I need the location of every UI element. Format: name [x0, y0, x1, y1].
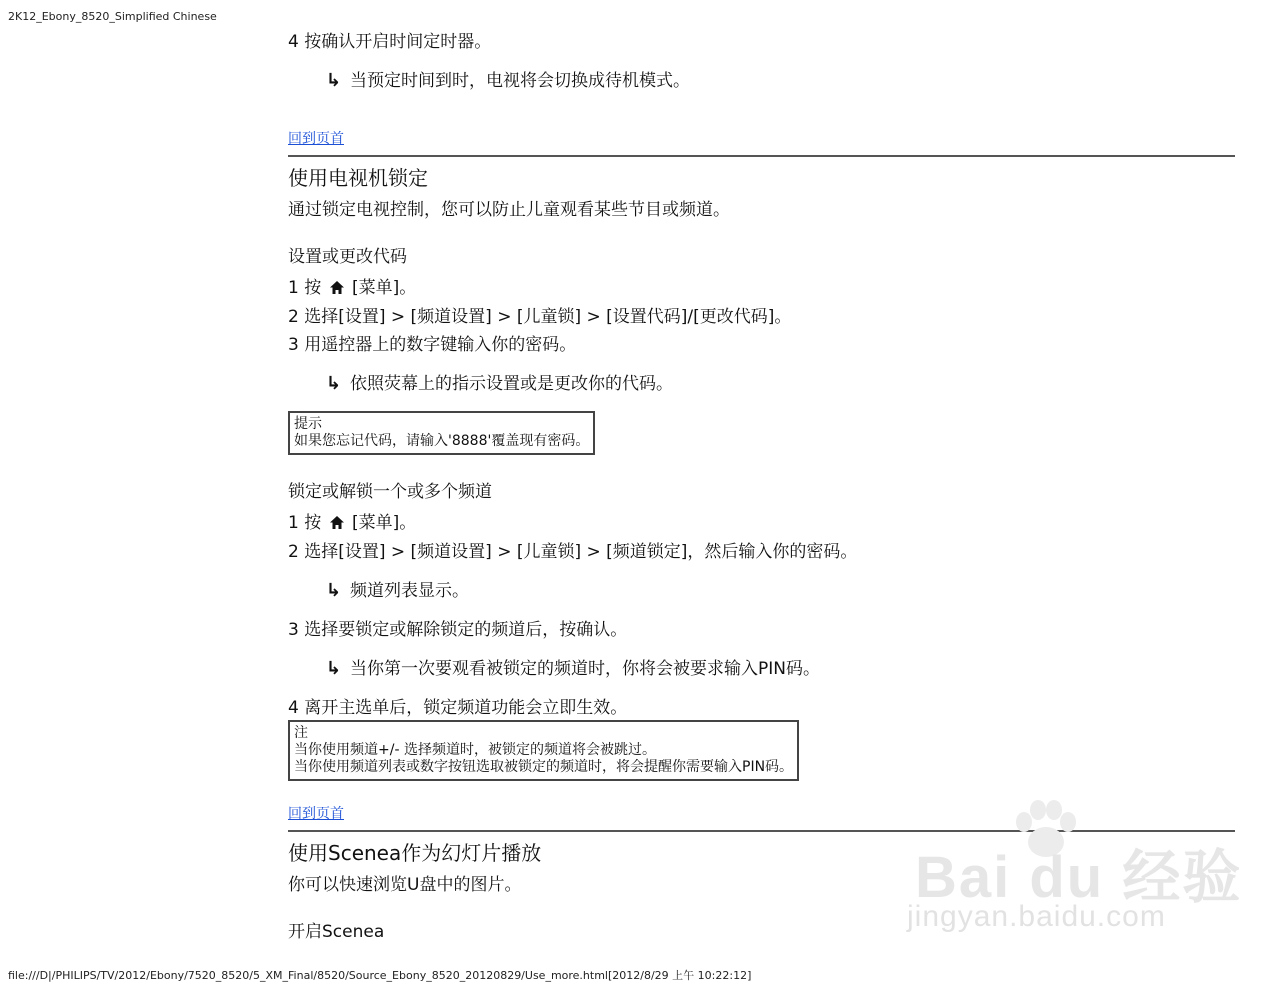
step-result [326, 580, 469, 602]
section-title: 使用Scenea作为幻灯片播放 [288, 841, 542, 865]
document-footer-path: file:///D|/PHILIPS/TV/2012/Ebony/7520_8520/5_XM_Final/8520/Source_Ebony_8520_20120829/Use_more.html[2012/8/29 上午 10:22:12] [8, 969, 752, 982]
subsection-heading: 开启Scenea [288, 922, 385, 942]
back-to-top-link[interactable]: 回到页首 [288, 131, 344, 147]
step-3: 3 选择要锁定或解除锁定的频道后，按确认。 [288, 620, 628, 640]
step-result [326, 373, 673, 395]
back-to-top-link[interactable]: 回到页首 [288, 806, 344, 822]
arrow-return-icon: ↳ [326, 70, 342, 91]
note-title: 注 [294, 725, 308, 741]
watermark-brand: Bai du 经验 [915, 845, 1243, 910]
step-4-timer: 4 按确认开启时间定时器。 [288, 32, 492, 52]
step-1 [288, 512, 416, 534]
result-text: 频道列表显示。 [350, 581, 469, 601]
result-text: 当你第一次要观看被锁定的频道时，你将会被要求输入PIN码。 [350, 659, 820, 679]
note-line: 当你使用频道列表或数字按钮选取被锁定的频道时，将会提醒你需要输入PIN码。 [294, 759, 794, 775]
baidu-watermark-logo [905, 800, 1243, 950]
step-2: 2 选择[设置] > [频道设置] > [儿童锁] > [设置代码]/[更改代码]。 [288, 307, 792, 327]
watermark-url: jingyan.baidu.com [907, 900, 1166, 933]
step-result [326, 658, 820, 680]
step-1-prefix: 1 按 [288, 278, 322, 298]
divider [288, 155, 1235, 157]
section-title: 使用电视机锁定 [288, 166, 428, 190]
step-2: 2 选择[设置] > [频道设置] > [儿童锁] > [频道锁定]，然后输入你的密码。 [288, 542, 858, 562]
section-intro: 通过锁定电视控制，您可以防止儿童观看某些节目或频道。 [288, 200, 730, 220]
subsection-heading: 锁定或解锁一个或多个频道 [288, 482, 492, 502]
home-icon [329, 280, 345, 295]
tip-title: 提示 [294, 416, 322, 432]
tip-box [288, 411, 595, 455]
step-1-suffix: [菜单]。 [352, 513, 417, 533]
result-text: 当预定时间到时，电视将会切换成待机模式。 [350, 71, 690, 91]
step-result [326, 70, 690, 92]
step-1-prefix: 1 按 [288, 513, 322, 533]
document-header: 2K12_Ebony_8520_Simplified Chinese [8, 10, 217, 23]
section-intro: 你可以快速浏览U盘中的图片。 [288, 875, 522, 895]
arrow-return-icon: ↳ [326, 373, 342, 394]
subsection-heading: 设置或更改代码 [288, 247, 407, 267]
step-1-suffix: [菜单]。 [352, 278, 417, 298]
step-4: 4 离开主选单后，锁定频道功能会立即生效。 [288, 698, 628, 718]
home-icon [329, 515, 345, 530]
arrow-return-icon: ↳ [326, 658, 342, 679]
note-box [288, 720, 799, 781]
arrow-return-icon: ↳ [326, 580, 342, 601]
tip-text: 如果您忘记代码，请输入'8888'覆盖现有密码。 [294, 433, 590, 449]
step-3: 3 用遥控器上的数字键输入你的密码。 [288, 335, 577, 355]
result-text: 依照荧幕上的指示设置或是更改你的代码。 [350, 374, 673, 394]
note-line: 当你使用频道+/- 选择频道时，被锁定的频道将会被跳过。 [294, 742, 656, 758]
step-1 [288, 277, 416, 299]
